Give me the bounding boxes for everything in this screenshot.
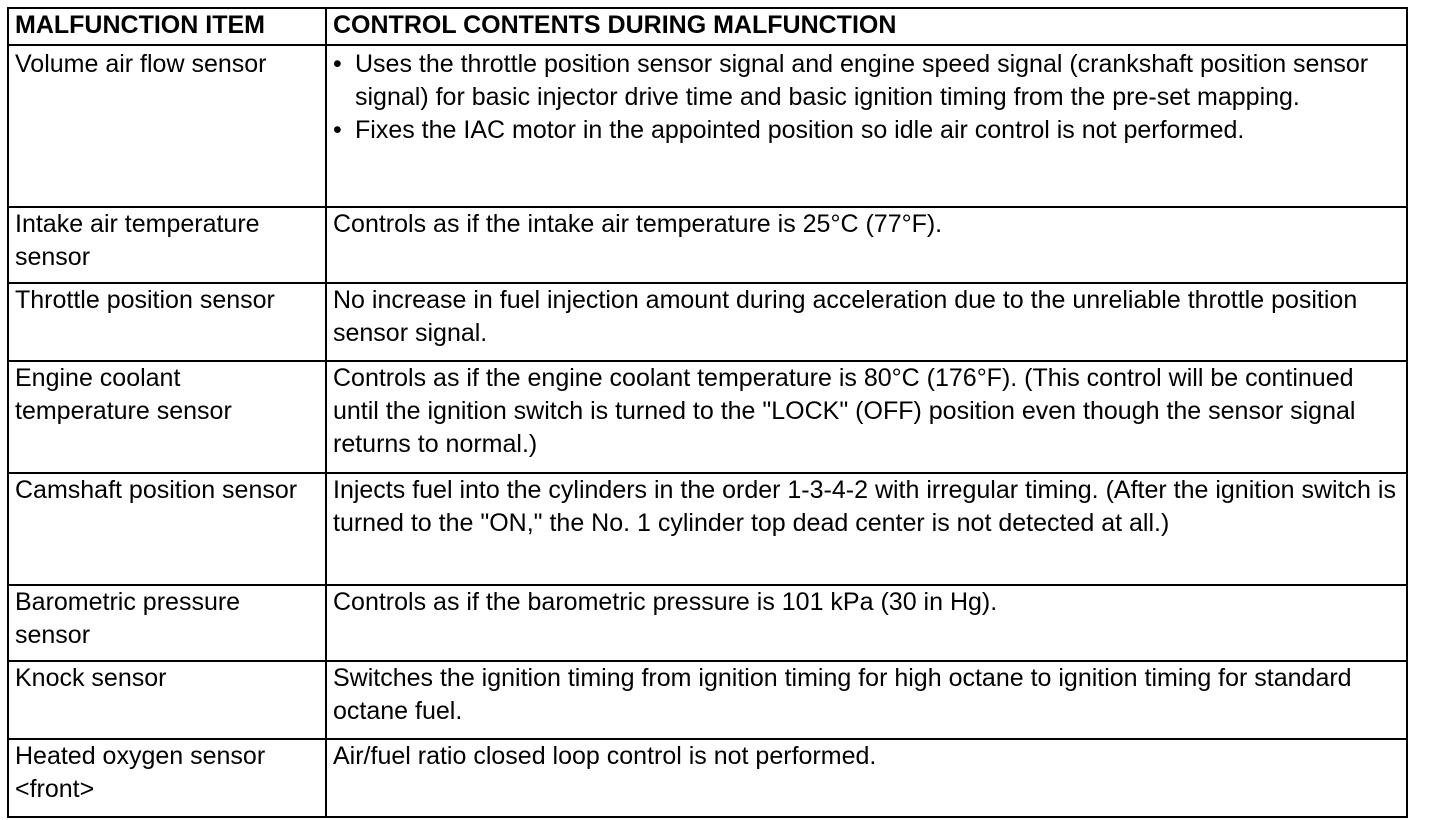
malfunction-item-text: Camshaft position sensor [15,476,298,504]
malfunction-item-cell [8,473,326,585]
control-contents-text: Controls as if the engine coolant temperature is 80°C (176°F). (This control will be continued until the ignition switch is turned to the "LOCK" (OFF) position even though the sensor signal returns to normal.) [333,364,1356,458]
malfunction-item-text: Throttle position sensor [15,286,275,314]
table-row [8,207,1407,283]
list-item [333,48,1402,114]
table-row [8,585,1407,661]
bullet-icon: • [333,116,342,144]
control-contents-text: Air/fuel ratio closed loop control is not performed. [333,742,877,770]
control-bullet-text: Uses the throttle position sensor signal and engine speed signal (crankshaft position sensor signal) for basic injector drive time and basic ignition timing from the pre-set mapping. [355,50,1369,111]
table-row [8,739,1407,817]
bullet-icon: • [333,50,342,78]
control-contents-text: Controls as if the barometric pressure is 101 kPa (30 in Hg). [333,588,998,616]
malfunction-item-cell [8,207,326,283]
control-contents-cell [326,585,1407,661]
control-bullet-list [333,48,1402,147]
malfunction-item-text: Heated oxygen sensor <front> [15,742,266,803]
table-row [8,283,1407,361]
malfunction-item-cell [8,661,326,739]
control-contents-cell [326,361,1407,473]
malfunction-item-text: Volume air flow sensor [15,50,267,78]
table-header-row [8,8,1407,45]
malfunction-item-cell [8,283,326,361]
table-row [8,361,1407,473]
malfunction-item-text: Knock sensor [15,664,167,692]
control-contents-text: Injects fuel into the cylinders in the order 1-3-4-2 with irregular timing. (After the ignition switch is turned to the "ON," the No. 1 cylinder top dead center is not detected at all.) [333,476,1396,537]
header-malfunction-item: MALFUNCTION ITEM [8,8,326,45]
malfunction-item-cell [8,45,326,207]
control-contents-text: Switches the ignition timing from ignition timing for high octane to ignition timing for standard octane fuel. [333,664,1352,725]
malfunction-control-table [7,7,1408,818]
table-row [8,661,1407,739]
control-contents-cell [326,45,1407,207]
control-bullet-text: Fixes the IAC motor in the appointed position so idle air control is not performed. [355,116,1245,144]
list-item [333,114,1402,147]
malfunction-item-cell [8,361,326,473]
control-contents-text: Controls as if the intake air temperature is 25°C (77°F). [333,210,943,238]
control-contents-text: No increase in fuel injection amount during acceleration due to the unreliable throttle position sensor signal. [333,286,1358,347]
malfunction-item-cell [8,739,326,817]
malfunction-item-text: Barometric pressure sensor [15,588,241,649]
control-contents-cell [326,739,1407,817]
control-contents-cell [326,207,1407,283]
malfunction-item-cell [8,585,326,661]
table-row [8,473,1407,585]
control-contents-cell [326,473,1407,585]
control-contents-cell [326,661,1407,739]
malfunction-item-text: Intake air temperature sensor [15,210,260,271]
header-control-contents: CONTROL CONTENTS DURING MALFUNCTION [326,8,1407,45]
table-row [8,45,1407,207]
control-contents-cell [326,283,1407,361]
malfunction-item-text: Engine coolant temperature sensor [15,364,232,425]
